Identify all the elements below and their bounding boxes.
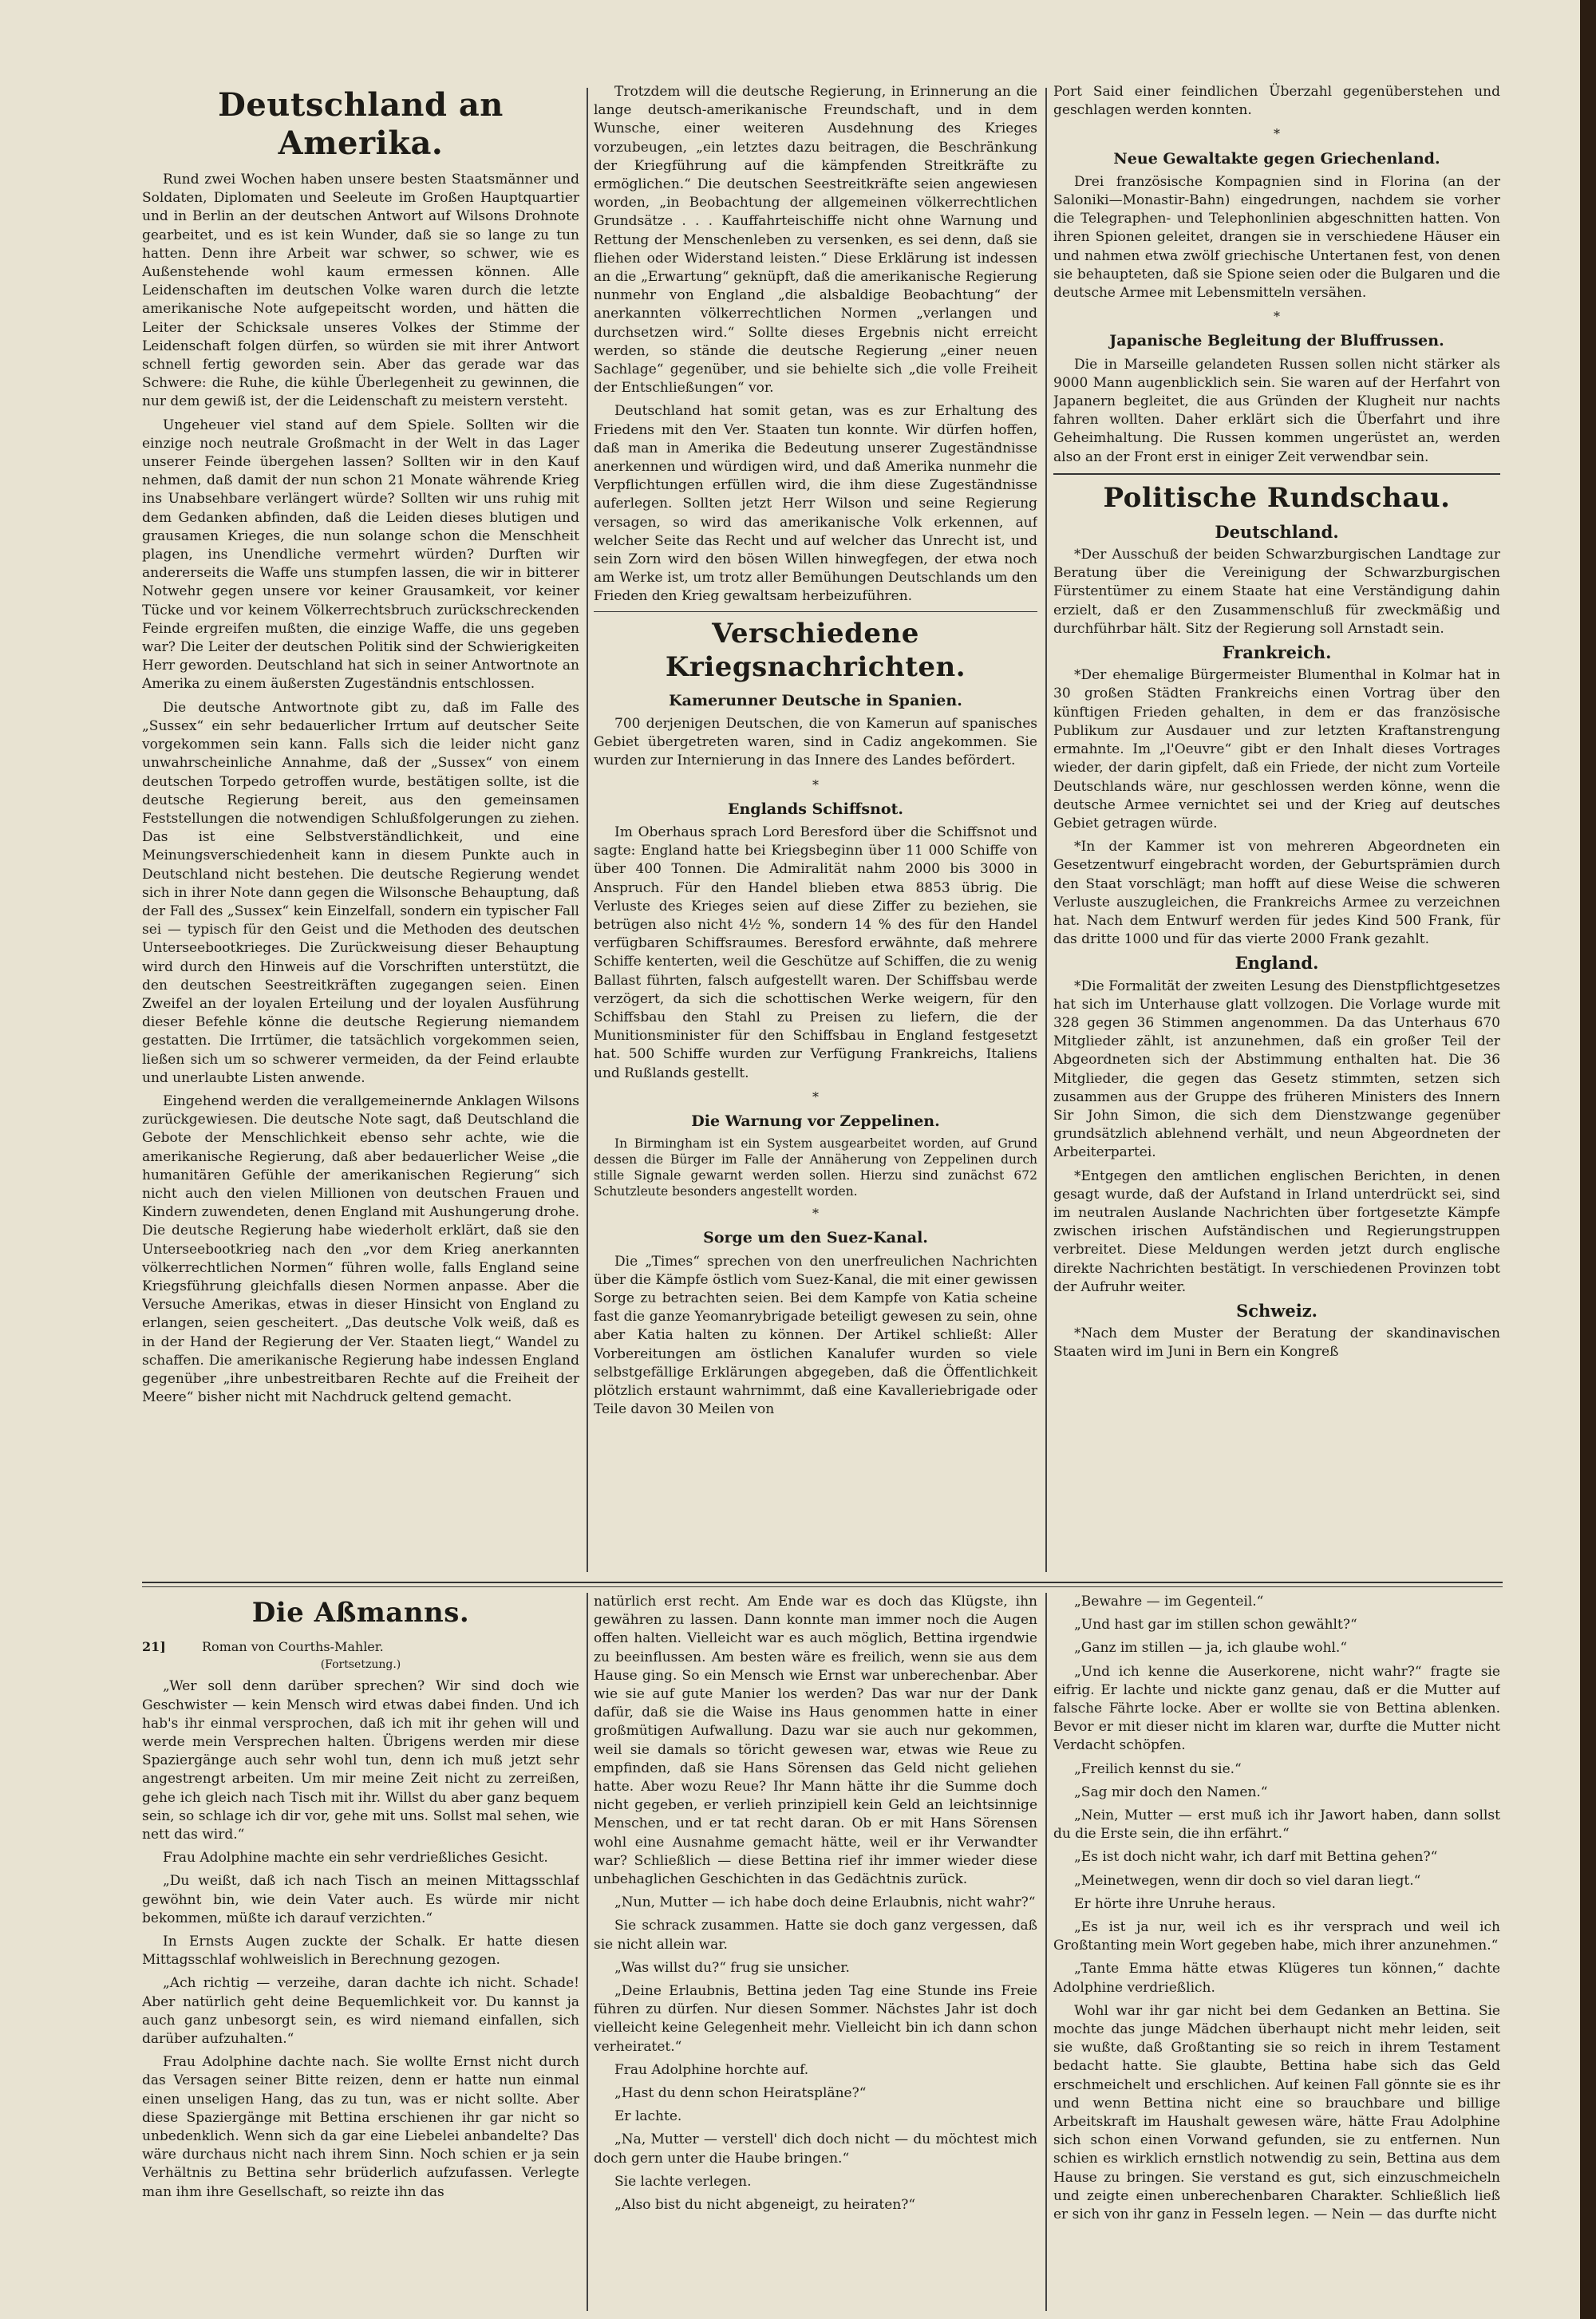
item-heading: Kamerunner Deutsche in Spanien.	[669, 691, 962, 709]
news-paragraph: *Der Ausschuß der beiden Schwarzburgischen Landtage zur Beratung über die Vereinigung der Schwarzburgischen Fürstentümer zu einem Staate hat eine Verständigung dahin erzielt, daß er den Zusammenschluß für zweckmäßig und durchführbar hält. Sitz der Regierung soll Arnstadt sein.	[1053, 547, 1500, 637]
news-paragraph: *Nach dem Muster der Beratung der skandinavischen Staaten wird im Juni in Bern ein Kongreß	[1053, 1325, 1500, 1361]
serial-paragraph: „Es ist doch nicht wahr, ich darf mit Bettina gehen?“	[1074, 1849, 1438, 1866]
serial-paragraph: Er lachte.	[614, 2108, 682, 2125]
serial-paragraph: Sie lachte verlegen.	[614, 2173, 752, 2190]
serial-paragraph: „Was willst du?“ frug sie unsicher.	[614, 1959, 850, 1976]
news-paragraph: *Die Formalität der zweiten Lesung des Dienstpflichtgesetzes hat sich im Unterhause glatt vollzogen. Die Vorlage wurde mit 328 gegen 36 Stimmen angenommen. Da das Unterhaus 670 Mitglieder zählt, ist anzunehmen, daß ein großer Teil der Abgeordneten sich der Abstimmung enthalten hat. Die 36 Mitglieder, die gegen das Gesetz stimmten, setzen sich zusammen aus der Gruppe des früheren Ministers des Innern Sir John Simon, die sich dem Dienstzwange gegenüber grundsätzlich ablehnend verhält, und neun Abgeordneten der Arbeiterpartei.	[1053, 978, 1500, 1161]
item-heading: Die Warnung vor Zeppelinen.	[691, 1112, 940, 1130]
serial-paragraph: Sie schrack zusammen. Hatte sie doch ganz vergessen, daß sie nicht allein war.	[594, 1918, 1037, 1953]
serial-author: Roman von Courths-Mahler.	[201, 1639, 384, 1654]
item-heading: Neue Gewaltakte gegen Griechenland.	[1113, 149, 1440, 168]
article-paragraph: Die deutsche Antwortnote gibt zu, daß im Falle des „Sussex“ ein sehr bedauerlicher Irrtum auf deutscher Seite vorgekommen sein kann. Falls sich die leider nicht ganz unwahrscheinliche Annahme, daß der „Sussex“ von einem deutschen Torpedo getroffen wurde, bestätigen sollte, ist die deutsche Regierung bereit, aus den gemeinsamen Feststellungen die notwendigen Schlußfolgerungen zu ziehen. Das ist eine Selbstverständlichkeit, und eine Meinungsverschiedenheit kann in diesem Punkte auch in Deutschland nicht bestehen. Die deutsche Regierung wendet sich in ihrer Note dann gegen die Wilsonsche Behauptung, daß der Fall des „Sussex“ kein Einzelfall, sondern ein typischer Fall sei — typisch für den Geist und die Methoden des deutschen Unterseebootkrieges. Die Zurückweisung dieser Behauptung wird durch den Hinweis auf die Vorschriften unterstützt, die den deutschen Seestreitkräften zugegangen seien. Einen Zweifel an der loyalen Erteilung und der loyalen Ausführung dieser Befehle könne die deutsche Regierung niemandem gestatten. Die Irrtümer, die tatsächlich vorgekommen seien, ließen sich um so schwerer vermeiden, da der Feind erlaubte und unerlaubte Listen anwende.	[142, 699, 579, 1086]
section-title-politische-rundschau: Politische Rundschau.	[1103, 481, 1451, 514]
serial-column-b	[594, 1593, 1037, 2311]
serial-paragraph: „Hast du denn schon Heiratspläne?“	[614, 2085, 867, 2102]
article-title-deutschland-an-amerika: Deutschland an Amerika.	[218, 86, 504, 162]
serial-paragraph: „Freilich kennst du sie.“	[1074, 1760, 1242, 1777]
item-heading: Japanische Begleitung der Bluffrussen.	[1109, 332, 1444, 350]
article-paragraph: Eingehend werden die verallgemeinernde Anklagen Wilsons zurückgewiesen. Die deutsche Note sagt, daß Deutschland die Gebote der Menschlichkeit ebenso sehr achte, wie die amerikanische Regierung, daß aber bedauerlicher Weise „die humanitären Gefühle der amerikanischen Regierung“ sich nicht auch den vielen Millionen von deutschen Frauen und Kindern zuwendeten, denen England mit Aushungerung drohe. Die deutsche Regierung habe wiederholt erklärt, daß sie den Unterseebootkrieg nach den „vor dem Krieg anerkannten völkerrechtlichen Normen“ führen wolle, falls England seine Kriegsführung gleichfalls diesen Normen anpasse. Aber die Versuche Amerikas, etwas in dieser Hinsicht von England zu erlangen, seien gescheitert. „Das deutsche Volk weiß, daß es in der Hand der Regierung der Ver. Staaten liegt,“ Wandel zu schaffen. Die amerikanische Regierung habe indessen England gegenüber „ihre unbestreitbaren Rechte auf die Freiheit der Meere“ bisher nicht mit Nachdruck geltend gemacht.	[142, 1092, 579, 1406]
article-paragraph: Deutschland hat somit getan, was es zur Erhaltung des Friedens mit den Ver. Staaten tun konnte. Wir dürfen hoffen, daß man in Amerika die Bedeutung unserer Zugeständnisse anerkennen und würdigen wird, und daß Amerika nunmehr die Verpflichtungen erfüllen wird, die ihm diese Zugeständnisse auferlegen. Sollten jetzt Herr Wilson und seine Regierung versagen, so wird das amerikanische Volk erkennen, auf welcher Seite das Recht und auf welcher das Unrecht ist, und sein Zorn wird den bösen Willen hinwegfegen, der etwa noch am Werke ist, um trotz aller Bemühungen Deutschlands um den Frieden den Krieg gewaltsam herbeizuführen.	[594, 403, 1037, 605]
item-heading: Sorge um den Suez-Kanal.	[703, 1229, 928, 1247]
article-paragraph: Trotzdem will die deutsche Regierung, in Erinnerung an die lange deutsch-amerikanische Freundschaft, und in dem Wunsche, einer weiteren Ausdehnung des Krieges vorzubeugen, „ein letztes dazu beitragen, die Beschränkung der Kriegführung auf die kämpfenden Streitkräfte zu ermöglichen.“ Die deutschen Seestreitkräfte seien angewiesen worden, „in Beobachtung der allgemeinen völkerrechtlichen Grundsätze . . . Kauffahrteischiffe nicht ohne Warnung und Rettung der Menschenleben zu versenken, es sei denn, daß sie fliehen oder Widerstand leisten.“ Diese Erklärung ist indessen an die „Erwartung“ geknüpft, daß die amerikanische Regierung nunmehr von England „die alsbaldige Beobachtung“ der anerkannten völkerrechtlichen Normen „verlangen und durchsetzen wird.“ Sollte dieses Ergebnis nicht erreicht werden, so stände die deutsche Regierung „einer neuen Sachlage“ gegenüber, und sie behielte sich „die volle Freiheit der Entschließungen“ vor.	[594, 84, 1037, 397]
item-text: Drei französische Kompagnien sind in Florina (an der Saloniki—Monastir-Bahn) eingedrungen, nachdem sie vorher die Telegraphen- und Telephonlinien abgeschnitten hatten. Von ihren Spionen geleitet, drangen sie in verschiedene Häuser ein und nahmen etwa zwölf griechische Untertanen fest, von denen sie behaupteten, daß sie Spione seien oder die Bulgaren und die deutsche Armee mit Lebensmitteln versähen.	[1053, 173, 1500, 302]
serial-paragraph: „Nein, Mutter — erst muß ich ihr Jawort haben, dann sollst du die Erste sein, die ihn erfährt.“	[1053, 1807, 1500, 1843]
serial-paragraph: „Und hast gar im stillen schon gewählt?“	[1074, 1617, 1357, 1634]
column-divider	[1045, 88, 1047, 1572]
item-text: 700 derjenigen Deutschen, die von Kamerun auf spanisches Gebiet übergetreten waren, sind in Cadiz angekommen. Sie wurden zur Internierung in das Innere des Landes befördert.	[594, 715, 1037, 769]
news-paragraph: *In der Kammer ist von mehreren Abgeordneten ein Gesetzentwurf eingebracht worden, der Geburtsprämien durch den Staat vorschlägt; man hofft auf diese Weise die schweren Verluste auszugleichen, die Frankreichs Armee zu verzeichnen hat. Nach dem Entwurf werden für jedes Kind 500 Frank, für das dritte 1000 und für das vierte 2000 Frank gezahlt.	[1053, 839, 1500, 948]
feuilleton-divider	[142, 1582, 1503, 1583]
serial-paragraph: „Bewahre — im Gegenteil.“	[1074, 1594, 1264, 1610]
serial-paragraph: „Also bist du nicht abgeneigt, zu heiraten?“	[614, 2197, 916, 2214]
serial-paragraph: „Deine Erlaubnis, Bettina jeden Tag eine Stunde ins Freie führen zu dürfen. Nur diesen Sommer. Nächstes Jahr ist doch vielleicht keine Gelegenheit mehr. Vielleicht bin ich dann schon verheiratet.“	[594, 1983, 1037, 2055]
column-divider	[587, 88, 588, 1572]
serial-paragraph: „Wer soll denn darüber sprechen? Wir sind doch wie Geschwister — kein Mensch wird etwas dabei finden. Und ich hab's ihr einmal versprochen, daß ich mit ihr gehen will und werde mein Versprechen halten. Übrigens werden mir diese Spaziergänge auch sehr wohl tun, denn ich muß jetzt sehr angestrengt arbeiten. Um mir meine Zeit nicht zu zerreißen, gehe ich gleich nach Tisch mit ihr. Willst du aber ganz bequem sein, so schlage ich dir vor, gehe mit uns. Sollst mal sehen, wie nett das wird.“	[142, 1678, 579, 1843]
news-paragraph: *Entgegen den amtlichen englischen Berichten, in denen gesagt wurde, daß der Aufstand in Irland unterdrückt sei, sind im neutralen Auslande Nachrichten über fortgesetzte Kämpfe zwischen irischen Aufständischen und Regierungstruppen verbreitet. Diese Meldungen werden jetzt durch englische direkte Nachrichten bestätigt. In verschiedenen Provinzen tobt der Aufruhr weiter.	[1053, 1167, 1500, 1295]
serial-column-a	[142, 1593, 579, 2311]
item-heading: Englands Schiffsnot.	[727, 800, 903, 818]
serial-paragraph: „Ach richtig — verzeihe, daran dachte ich nicht. Schade! Aber natürlich geht deine Bequemlichkeit vor. Du kannst ja auch ganz unbesorgt sein, es wird niemand einfallen, sich darüber aufzuhalten.“	[142, 1975, 579, 2048]
column-3	[1053, 83, 1500, 1575]
asterisk-separator: *	[812, 776, 819, 792]
country-heading: Schweiz.	[1236, 1300, 1317, 1321]
serial-paragraph: „Meinetwegen, wenn dir doch so viel daran liegt.“	[1074, 1872, 1421, 1889]
serial-paragraph: „Du weißt, daß ich nach Tisch an meinen Mittagsschlaf gewöhnt bin, wie dein Vater auch. Es würde mir nicht bekommen, müßte ich darauf verzichten.“	[142, 1873, 579, 1926]
asterisk-separator: *	[812, 1206, 819, 1222]
feuilleton-divider-thin	[142, 1586, 1503, 1587]
serial-paragraph: In Ernsts Augen zuckte der Schalk. Er hatte diesen Mittagsschlaf wohlweislich in Berechnung gezogen.	[142, 1934, 579, 1969]
serial-paragraph: „Na, Mutter — verstell' dich doch nicht — du möchtest mich doch gern unter die Haube bringen.“	[594, 2131, 1037, 2167]
serial-paragraph: Wohl war ihr gar nicht bei dem Gedanken an Bettina. Sie mochte das junge Mädchen überhaupt nicht mehr leiden, seit sie wußte, daß Großtanting sie so reich in ihrem Testament bedacht hatte. Sie glaubte, Bettina habe sich das Geld erschmeichelt und erschlichen. Auf keinen Fall gönnte sie es ihr und wenn Bettina nicht eine so brauchbare und billige Arbeitskraft im Haushalt gewesen wäre, hätte Frau Adolphine sich schon einen Vorwand gefunden, sie zu entfernen. Nun schien es wirklich ernstlich notwendig zu sein, Bettina aus dem Hause zu bringen. Sie verstand es gut, sich einzuschmeicheln und zeigte einen unberechenbaren Charakter. Schließlich ließ er sich von ihr ganz in Fesseln legen. — Nein — das durfte nicht	[1053, 2002, 1500, 2223]
news-paragraph: *Der ehemalige Bürgermeister Blumenthal in Kolmar hat in 30 großen Städten Frankreichs einen Vortrag über den künftigen Frieden gehalten, in dem er das französische Publikum zur Ausdauer und zur letzten Kraftanstrengung ermahnte. Im „l'Oeuvre“ gibt er den Inhalt dieses Vortrages wieder, der darin gipfelt, daß ein Friede, der nicht zum Vorteile Deutschlands wäre, nur geschlossen werden könne, wenn die deutsche Armee vernichtet sei und der Krieg auf deutsches Gebiet getragen würde.	[1053, 667, 1500, 832]
serial-paragraph: Er hörte ihre Unruhe heraus.	[1074, 1895, 1276, 1912]
serial-continuation: (Fortsetzung.)	[320, 1658, 401, 1672]
serial-number: 21]	[142, 1639, 166, 1654]
serial-title: Die Aßmanns.	[251, 1597, 470, 1629]
country-heading: Deutschland.	[1215, 521, 1339, 542]
serial-column-c	[1053, 1593, 1500, 2311]
serial-paragraph: „Es ist ja nur, weil ich es ihr versprach und weil ich Großtanting mein Wort gegeben habe, mich ihrer anzunehmen.“	[1053, 1919, 1500, 1954]
serial-paragraph: Frau Adolphine machte ein sehr verdrießliches Gesicht.	[163, 1850, 548, 1867]
serial-paragraph: „Tante Emma hätte etwas Klügeres tun können,“ dachte Adolphine verdrießlich.	[1053, 1961, 1500, 1996]
country-heading: Frankreich.	[1222, 642, 1332, 663]
country-heading: England.	[1235, 953, 1319, 974]
serial-paragraph: „Ganz im stillen — ja, ich glaube wohl.“	[1074, 1640, 1348, 1657]
article-paragraph: Rund zwei Wochen haben unsere besten Staatsmänner und Soldaten, Diplomaten und Seeleute im Großen Hauptquartier und in Berlin an der deutschen Antwort auf Wilsons Drohnote gearbeitet, und es ist kein Wunder, daß sie so lange zu tun hatten. Denn ihre Arbeit war schwer, so schwer, wie es Außenstehende wohl kaum ermessen können. Alle Leidenschaften im deutschen Volke waren durch die letzte amerikanische Note aufgepeitscht worden, und hätten die Leiter der Schicksale unseres Volkes der Stimme der Leidenschaft folgen dürfen, so würden sie mit ihrer Antwort schnell fertig geworden sein. Aber das gerade war das Schwere: die Ruhe, die kühle Überlegenheit zu gewinnen, die nur dem gewiß ist, der die Leidenschaft zu meistern versteht.	[142, 172, 579, 410]
serial-paragraph: „Sag mir doch den Namen.“	[1074, 1784, 1268, 1800]
serial-paragraph: Frau Adolphine dachte nach. Sie wollte Ernst nicht durch das Versagen seiner Bitte reizen, denn er hatte nun einmal einen unseligen Hang, das zu tun, was er nicht sollte. Aber diese Spaziergänge mit Bettina erschienen ihr gar nicht so unbedenklich. Wenn sich da gar eine Liebelei anbandelte? Das wäre durchaus nicht nach ihrem Sinn. Noch schien er ja sein Verhältnis zu Bettina sehr brüderlich aufzufassen. Verlegte man ihm ihre Gesellschaft, so reizte ihn das	[142, 2054, 579, 2200]
serial-paragraph: natürlich erst recht. Am Ende war es doch das Klügste, ihn gewähren zu lassen. Dann konnte man immer noch die Augen offen halten. Vielleicht war es auch möglich, Bettina irgendwie zu beeinflussen. Am besten wäre es freilich, wenn sie aus dem Hause ging. So ein Mensch wie Ernst war unberechenbar. Aber wie sie auf gute Manier los werden? Das war nur der Dank dafür, daß sie die Waise ins Haus genommen hatte in einer großmütigen Aufwallung. Dazu war sie auch nur gekommen, weil sie damals so töricht gewesen war, etwas wie Reue zu empfinden, daß sie Hans Sörensen das Geld nicht geliehen hatte. Aber wozu Reue? Ihr Mann hätte ihr die Summe doch nicht gegeben, er verlieh prinzipiell kein Geld an leichtsinnige Menschen, und er tat recht daran. Ob er mit Hans Sörensen wohl eine Ausnahme gemacht hätte, weil er ihr Verwandter war? Schließlich — diese Bettina rief ihr immer wieder diese unbehaglichen Geschichten in das Gedächtnis zurück.	[594, 1594, 1037, 1888]
serial-paragraph: „Und ich kenne die Auserkorene, nicht wahr?“ fragte sie eifrig. Er lachte und nickte ganz genau, daß er die Mutter auf falsche Fährte locke. Aber er wollte sie von Bettina ablenken. Bevor er mit dieser nicht im klaren war, durfte die Mutter nicht Verdacht schöpfen.	[1053, 1663, 1500, 1754]
column-divider	[587, 1593, 588, 2311]
serial-paragraph: Frau Adolphine horchte auf.	[614, 2061, 809, 2078]
column-1	[142, 83, 579, 1575]
serial-byline	[142, 1638, 579, 1674]
item-text: Die „Times“ sprechen von den unerfreulichen Nachrichten über die Kämpfe östlich vom Suez-Kanal, die mit einer gewissen Sorge zu betrachten seien. Bei dem Kampfe von Katia scheine fast die ganze Yeomanrybrigade beteiligt gewesen zu sein, ohne aber Katia halten zu können. Der Artikel schließt: Aller Vorbereitungen am östlichen Kanalufer wurden so viele selbstgefällige Erklärungen abgegeben, daß die Öffentlichkeit plötzlich erstaunt wahrnimmt, daß eine Kavalleriebrigade oder Teile davon 30 Meilen von	[594, 1253, 1037, 1418]
item-text: Die in Marseille gelandeten Russen sollen nicht stärker als 9000 Mann augenblicklich sein. Sie waren auf der Herfahrt von Japanern begleitet, die aus Gründen der Klugheit nur nachts fahren wollten. Daher erklärt sich die Überfahrt und ihre Geheimhaltung. Die Russen kommen ungerüstet an, werden also an der Front erst in einiger Zeit verwendbar sein.	[1053, 356, 1500, 465]
column-2	[594, 83, 1037, 1575]
section-divider	[594, 611, 1037, 612]
item-text: Im Oberhaus sprach Lord Beresford über die Schiffsnot und sagte: England hatte bei Kriegsbeginn über 11 000 Schiffe von über 400 Tonnen. Die Admiralität nahm 2000 bis 3000 in Anspruch. Für den Handel blieben etwa 8853 übrig. Die Verluste des Krieges seien auf diese Ziffer zu beziehen, sie betrügen also nicht 4½ %, sondern 14 % des für den Handel verfügbaren Schiffsraumes. Beresford erwähnte, daß mehrere Schiffe kenterten, weil die Geschütze auf Schiffen, die zu wenig Ballast führten, falsch aufgestellt waren. Der Schiffsbau werde verzögert, da sich die schottischen Werke weigern, für den Schiffsbau den Stahl zu Preisen zu liefern, die der Munitionsminister für den Schiffsbau in England festgesetzt hat. 500 Schiffe wurden zur Verfügung Frankreichs, Italiens und Rußlands gestellt.	[594, 824, 1037, 1081]
section-divider	[1053, 473, 1500, 475]
item-text: In Birmingham ist ein System ausgearbeitet worden, auf Grund dessen die Bürger im Falle der Annäherung von Zeppelinen durch stille Signale gewarnt werden sollen. Hierzu sind zunächst 672 Schutzleute besonders angestellt worden.	[594, 1136, 1037, 1199]
asterisk-separator: *	[812, 1088, 819, 1104]
asterisk-separator: *	[1274, 126, 1280, 142]
asterisk-separator: *	[1274, 309, 1280, 325]
article-paragraph: Port Said einer feindlichen Überzahl gegenüberstehen und geschlagen werden konnten.	[1053, 84, 1500, 119]
column-divider	[1045, 1593, 1047, 2311]
book-binding-edge	[1580, 0, 1596, 2319]
article-paragraph: Ungeheuer viel stand auf dem Spiele. Sollten wir die einzige noch neutrale Großmacht in der Welt in das Lager unserer Feinde übergehen lassen? Sollten wir in den Kauf nehmen, daß damit der nun schon 21 Monate währende Krieg ins Unabsehbare verlängert würde? Sollten wir uns ruhig mit dem Gedanken abfinden, daß die Leiden dieses blutigen und grausamen Krieges, die nun solange schon die Menschheit plagen, ins Unendliche vermehrt würden? Durften wir andererseits die Waffe uns stumpfen lassen, die wir in bitterer Notwehr gegen unsere vor keiner Grausamkeit, vor keiner Tücke und vor keinem Völkerrechtsbruch zurückschreckenden Feinde ergreifen mußten, die einzige Waffe, die uns gegeben war? Die Leiter der deutschen Politik sind der Schwierigkeiten Herr geworden. Deutschland hat sich in seiner Antwortnote an Amerika zu einem äußersten Zugeständnis entschlossen.	[142, 417, 579, 693]
section-title-kriegsnachrichten: Verschiedene Kriegsnachrichten.	[665, 617, 966, 683]
serial-paragraph: „Nun, Mutter — ich habe doch deine Erlaubnis, nicht wahr?“	[614, 1894, 1036, 1911]
